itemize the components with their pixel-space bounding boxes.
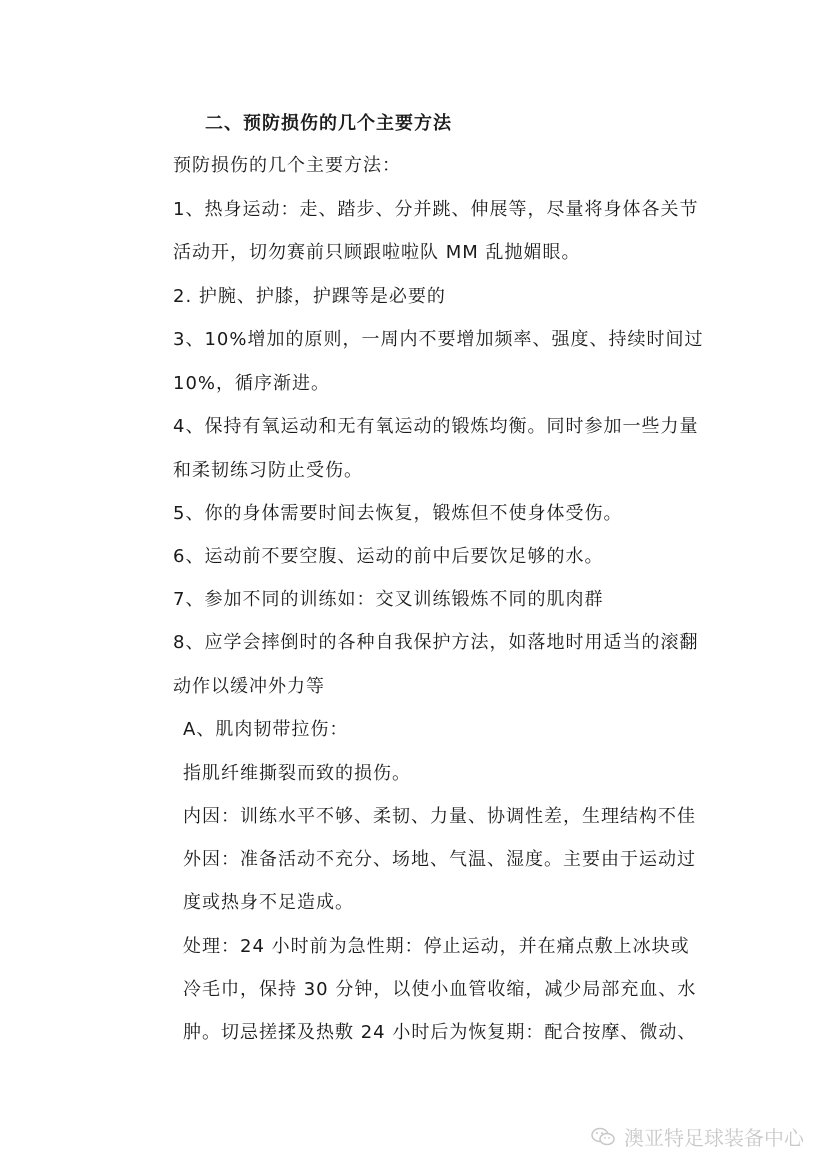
paragraph-line: 2. 护腕、护膝，护踝等是必要的 — [173, 286, 446, 307]
paragraph-line: 8、应学会摔倒时的各种自我保护方法，如落地时用适当的滚翻 — [173, 632, 699, 653]
paragraph-line: 3、10%增加的原则，一周内不要增加频率、强度、持续时间过 — [173, 329, 704, 350]
subheading-line: A、肌肉韧带拉伤： — [183, 719, 349, 740]
paragraph-line: 活动开，切勿赛前只顾跟啦啦队 MM 乱抛媚眼。 — [173, 242, 581, 263]
paragraph-line: 外因：准备活动不充分、场地、气温、湿度。主要由于运动过 — [183, 849, 696, 870]
paragraph-line: 和柔韧练习防止受伤。 — [173, 460, 363, 481]
paragraph-line: 指肌纤维撕裂而致的损伤。 — [183, 763, 411, 784]
paragraph-line: 动作以缓冲外力等 — [173, 676, 325, 697]
paragraph-line: 处理：24 小时前为急性期：停止运动，并在痛点敷上冰块或 — [183, 936, 690, 957]
paragraph-line: 6、运动前不要空腹、运动的前中后要饮足够的水。 — [173, 546, 604, 567]
paragraph-line: 度或热身不足造成。 — [183, 892, 354, 913]
paragraph-line: 5、你的身体需要时间去恢复，锻炼但不使身体受伤。 — [173, 503, 623, 524]
paragraph-line: 预防损伤的几个主要方法： — [173, 155, 401, 176]
section-heading: 二、预防损伤的几个主要方法 — [205, 113, 452, 134]
paragraph-line: 10%，循序渐进。 — [173, 373, 331, 394]
paragraph-line: 内因：训练水平不够、柔韧、力量、协调性差，生理结构不佳 — [183, 806, 696, 827]
paragraph-line: 7、参加不同的训练如：交叉训练锻炼不同的肌肉群 — [173, 589, 604, 610]
paragraph-line: 1、热身运动：走、踏步、分并跳、伸展等，尽量将身体各关节 — [173, 199, 699, 220]
paragraph-line: 肿。切忌搓揉及热敷 24 小时后为恢复期：配合按摩、微动、 — [183, 1022, 697, 1043]
watermark — [590, 1122, 804, 1151]
watermark-text: 澳亚特足球装备中心 — [624, 1126, 804, 1150]
wechat-icon — [590, 1126, 616, 1148]
paragraph-line: 4、保持有氧运动和无有氧运动的锻炼均衡。同时参加一些力量 — [173, 416, 699, 437]
paragraph-line: 冷毛巾，保持 30 分钟，以使小血管收缩，减少局部充血、水 — [183, 979, 697, 1000]
